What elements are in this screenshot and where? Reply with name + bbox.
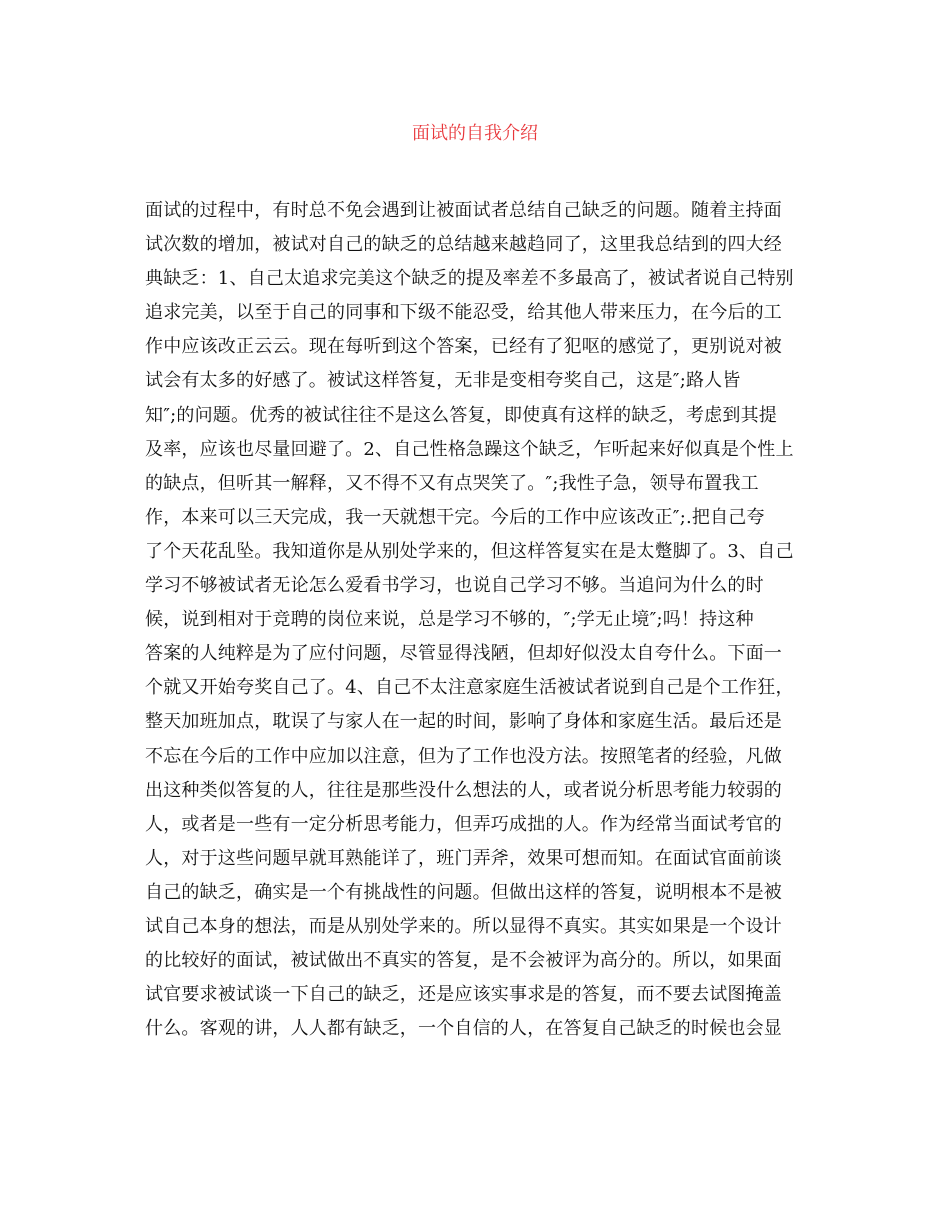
body-line: 整天加班加点，耽误了与家人在一起的时间，影响了身体和家庭生活。最后还是 bbox=[145, 711, 782, 733]
body-line: 什么。客观的讲，人人都有缺乏，一个自信的人，在答复自己缺乏的时候也会显 bbox=[145, 1018, 782, 1040]
body-line: 出这种类似答复的人，往往是那些没什么想法的人，或者说分析思考能力较弱的 bbox=[145, 779, 782, 801]
body-line: 面试的过程中，有时总不免会遇到让被面试者总结自己缺乏的问题。随着主持面 bbox=[145, 200, 782, 221]
body-line: 试次数的增加，被试对自己的缺乏的总结越来越趋同了，这里我总结到的四大经 bbox=[145, 234, 782, 256]
body-line: 知″;的问题。优秀的被试往往不是这么答复，即使真有这样的缺乏，考虑到其提 bbox=[145, 404, 777, 426]
body-line: 学习不够被试者无论怎么爱看书学习，也说自己学习不够。当追问为什么的时 bbox=[145, 575, 764, 597]
body-line: 不忘在今后的工作中应加以注意，但为了工作也没方法。按照笔者的经验，凡做 bbox=[145, 745, 782, 767]
body-line: 的缺点，但听其一解释，又不得不又有点哭笑了。″;我性子急，领导布置我工 bbox=[145, 472, 759, 494]
body-line: 个就又开始夸奖自己了。4、自己不太注意家庭生活被试者说到自己是个工作狂， bbox=[145, 677, 794, 699]
body-line: 作，本来可以三天完成，我一天就想干完。今后的工作中应该改正″;.把自己夸 bbox=[145, 506, 765, 528]
body-line: 试官要求被试谈一下自己的缺乏，还是应该实事求是的答复，而不要去试图掩盖 bbox=[145, 984, 782, 1006]
body-line: 的比较好的面试，被试做出不真实的答复，是不会被评为高分的。所以，如果面 bbox=[145, 950, 782, 972]
body-line: 了个天花乱坠。我知道你是从别处学来的，但这样答复实在是太蹩脚了。3、自己 bbox=[145, 540, 794, 562]
document-body bbox=[145, 194, 815, 1046]
body-line: 作中应该改正云云。现在每听到这个答案，已经有了犯呕的感觉了，更别说对被 bbox=[145, 336, 782, 358]
body-line: 人，或者是一些有一定分析思考能力，但弄巧成拙的人。作为经常当面试考官的 bbox=[145, 813, 782, 835]
body-line: 候，说到相对于竞聘的岗位来说，总是学习不够的，″;学无止境″;吗！持这种 bbox=[145, 609, 754, 631]
body-line: 人，对于这些问题早就耳熟能详了，班门弄斧，效果可想而知。在面试官面前谈 bbox=[145, 847, 782, 869]
body-line: 试自己本身的想法，而是从别处学来的。所以显得不真实。其实如果是一个设计 bbox=[145, 915, 782, 937]
body-line: 及率，应该也尽量回避了。2、自己性格急躁这个缺乏，乍听起来好似真是个性上 bbox=[145, 438, 794, 460]
body-line: 答案的人纯粹是为了应付问题，尽管显得浅陋，但却好似没太自夸什么。下面一 bbox=[145, 643, 782, 665]
body-line: 试会有太多的好感了。被试这样答复，无非是变相夸奖自己，这是″;路人皆 bbox=[145, 370, 741, 392]
body-line: 追求完美，以至于自己的同事和下级不能忍受，给其他人带来压力，在今后的工 bbox=[145, 302, 782, 324]
document-title: 面试的自我介绍 bbox=[412, 123, 538, 144]
body-line: 自己的缺乏，确实是一个有挑战性的问题。但做出这样的答复，说明根本不是被 bbox=[145, 881, 782, 903]
body-line: 典缺乏：1、自己太追求完美这个缺乏的提及率差不多最高了，被试者说自己特别 bbox=[145, 268, 794, 290]
